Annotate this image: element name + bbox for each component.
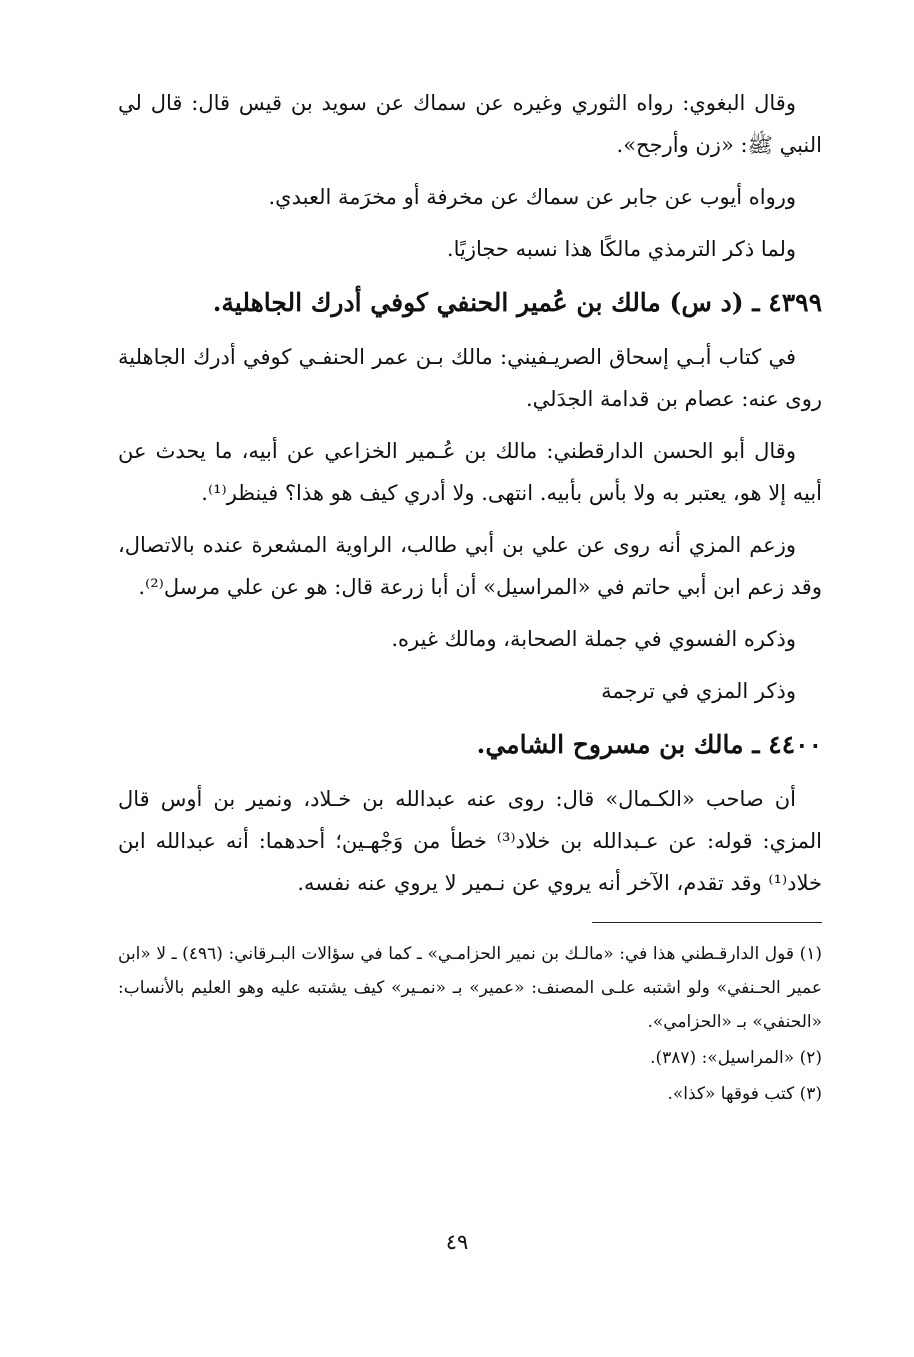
footnote: (٢) «المراسيل»: (٣٨٧). [650, 1048, 822, 1068]
paragraph: وذكره الفسوي في جملة الصحابة، ومالك غيره. [391, 627, 796, 651]
paragraph: وقال البغوي: رواه الثوري وغيره عن سماك عن سويد بن قيس قال: قال لي النبي ﷺ: «زن وأرجح». [118, 91, 822, 157]
paragraph: في كتاب أبـي إسحاق الصريـفيني: مالك بـن عمر الحنفـي كوفي أدرك الجاهلية روى عنه: عصام بن قدامة الجدَلي. [118, 345, 822, 411]
footnote: (١) قول الدارقـطني هذا في: «مالـك بن نمير الحزامـي» ـ كما في سؤالات البـرقاني: (٤٩٦) ـ لا «ابن عمير الحـنفي» ولو اشتبه علـى المصنف: «عمير» بـ «نمـير» كيف يشتبه عليه وهو العليم بالأنساب: «الحنفي» بـ «الحزامي». [118, 944, 822, 1032]
paragraph: وذكر المزي في ترجمة [601, 679, 796, 703]
paragraph: وقال أبو الحسن الدارقطني: مالك بن عُـمير الخزاعي عن أبيه، ما يحدث عن أبيه إلا هو، يعتبر به ولا بأس بأبيه. انتهى. ولا أدري كيف هو هذا؟ فينظر⁽¹⁾. [118, 439, 822, 505]
paragraph: وزعم المزي أنه روى عن علي بن أبي طالب، الراوية المشعرة عنده بالاتصال، وقد زعم ابن أبي حاتم في «المراسيل» أن أبا زرعة قال: هو عن علي مرسل⁽²⁾. [118, 533, 822, 599]
footnote-divider [592, 922, 822, 923]
paragraph: ولما ذكر الترمذي مالكًا هذا نسبه حجازيًا. [446, 237, 796, 261]
page-number: ٤٩ [445, 1230, 469, 1254]
footnote: (٣) كتب فوقها «كذا». [667, 1084, 822, 1104]
entry-heading-4399: ٤٣٩٩ ـ (د س) مالك بن عُمير الحنفي كوفي أدرك الجاهلية. [212, 288, 822, 317]
entry-heading-4400: ٤٤٠٠ ـ مالك بن مسروح الشامي. [476, 730, 822, 759]
paragraph: ورواه أيوب عن جابر عن سماك عن مخرفة أو مخرَمة العبدي. [268, 185, 796, 209]
paragraph: أن صاحب «الكـمال» قال: روى عنه عبدالله بن خـلاد، ونمير بن أوس قال المزي: قوله: عن عـبدالله بن خلاد⁽³⁾ خطأ من وَجْهـين؛ أحدهما: أنه عبدالله ابن خلاد⁽¹⁾ وقد تقدم، الآخر أنه يروي عن نـمير لا يروي عنه نفسه. [118, 787, 822, 895]
